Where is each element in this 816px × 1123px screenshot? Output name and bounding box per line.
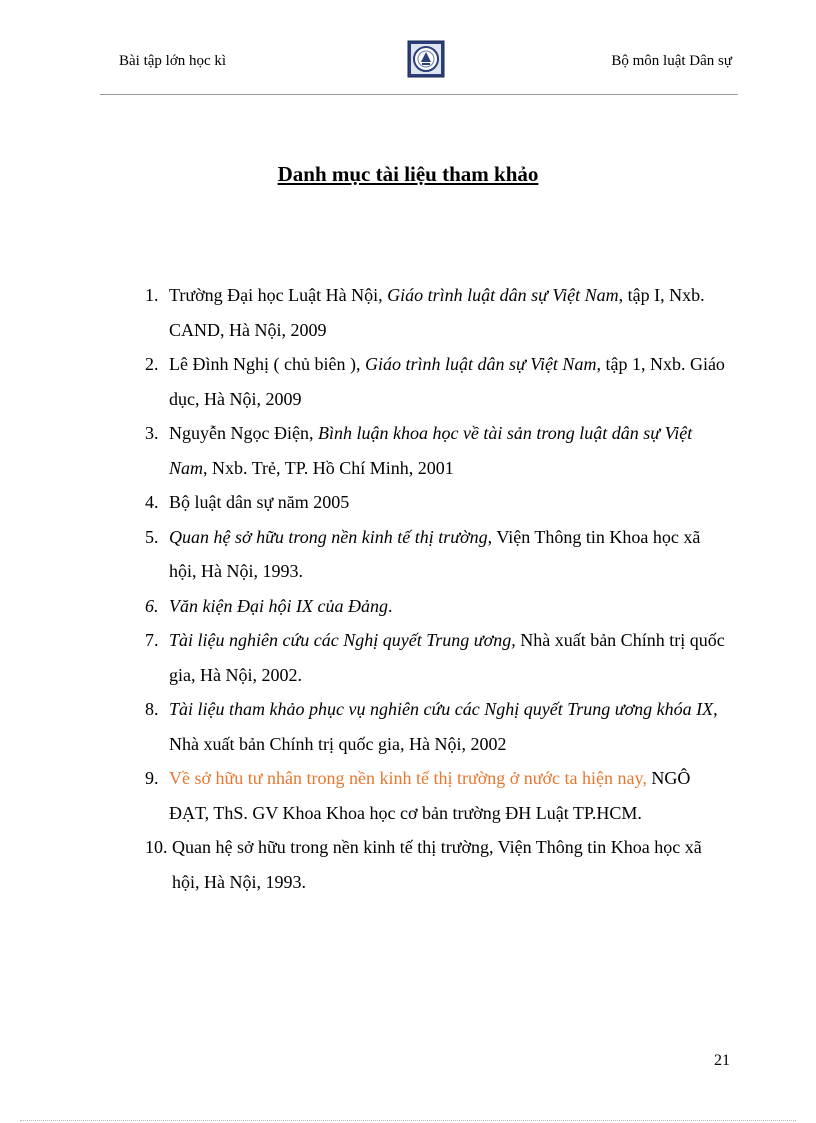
item-number: 4. xyxy=(145,492,159,512)
page-header xyxy=(0,0,816,100)
list-item: 7. Tài liệu nghiên cứu các Nghị quyết Trung ương, Nhà xuất bản Chính trị quốc gia, Hà Nội, 2002. xyxy=(145,623,730,692)
list-item: 3. Nguyễn Ngọc Điện, Bình luận khoa học về tài sản trong luật dân sự Việt Nam, Nxb. Trẻ, TP. Hồ Chí Minh, 2001 xyxy=(145,416,730,485)
item-number: 6. xyxy=(145,595,159,616)
list-item: 4. Bộ luật dân sự năm 2005 xyxy=(145,485,730,520)
header-left-text: Bài tập lớn học kì xyxy=(119,53,227,69)
page-title: Danh mục tài liệu tham khảo xyxy=(277,162,539,186)
list-item: 6. Văn kiện Đại hội IX của Đảng. xyxy=(145,589,730,624)
header-divider xyxy=(100,94,738,95)
item-number: 10. xyxy=(145,837,168,857)
page-number: 21 xyxy=(714,1052,730,1069)
page-bottom-dotted-line xyxy=(20,1120,796,1121)
list-item: 1. Trường Đại học Luật Hà Nội, Giáo trình luật dân sự Việt Nam, tập I, Nxb. CAND, Hà Nội, 2009 xyxy=(145,278,730,347)
item-number: 8. xyxy=(145,699,159,719)
list-item: 2. Lê Đình Nghị ( chủ biên ), Giáo trình luật dân sự Việt Nam, tập 1, Nxb. Giáo dục, Hà Nội, 2009 xyxy=(145,347,730,416)
item-number: 1. xyxy=(145,285,159,305)
item-number: 5. xyxy=(145,526,159,547)
item-number: 9. xyxy=(145,768,159,788)
header-right-text: Bộ môn luật Dân sự xyxy=(611,53,732,69)
item-number: 3. xyxy=(145,423,159,443)
list-item: 9. Về sở hữu tư nhân trong nền kinh tế thị trường ở nước ta hiện nay, NGÔ ĐẠT, ThS. GV Khoa Khoa học cơ bản trường ĐH Luật TP.HCM. xyxy=(145,761,730,830)
item-number: 7. xyxy=(145,630,159,650)
list-item: 5. Quan hệ sở hữu trong nền kinh tế thị trường, Viện Thông tin Khoa học xã hội, Hà Nội, 1993. xyxy=(145,520,730,589)
list-item: 8. Tài liệu tham khảo phục vụ nghiên cứu các Nghị quyết Trung ương khóa IX, Nhà xuất bản Chính trị quốc gia, Hà Nội, 2002 xyxy=(145,692,730,761)
university-seal-icon xyxy=(407,40,445,78)
highlighted-reference-title: Về sở hữu tư nhân trong nền kinh tế thị trường ở nước ta hiện nay, xyxy=(169,768,647,788)
reference-list xyxy=(145,278,730,899)
list-item: 10. Quan hệ sở hữu trong nền kinh tế thị trường, Viện Thông tin Khoa học xã hội, Hà Nội, 1993. xyxy=(145,830,730,899)
item-number: 2. xyxy=(145,354,159,374)
